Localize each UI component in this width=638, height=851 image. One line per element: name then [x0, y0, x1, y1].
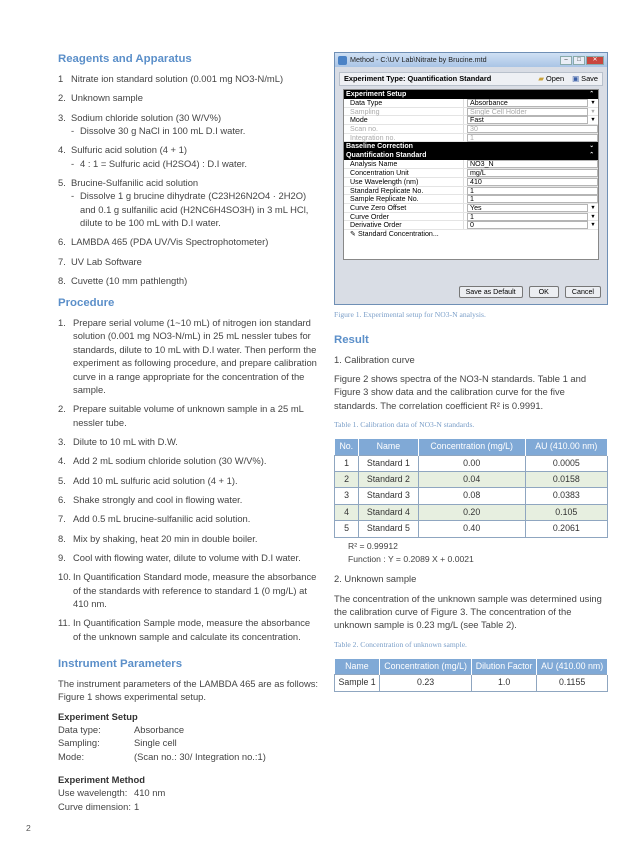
grid-label: Curve Zero Offset — [344, 204, 464, 212]
grid-value-cell — [464, 213, 598, 221]
item-number: 8. — [58, 532, 66, 544]
grid-value[interactable]: 0 — [467, 221, 588, 229]
reagent-item — [58, 235, 320, 248]
grid-row — [344, 116, 598, 125]
grid-value-cell — [464, 134, 598, 142]
param-row — [58, 786, 320, 800]
grid-value[interactable]: 1 — [467, 187, 598, 195]
param-row — [58, 750, 320, 764]
grid-row — [344, 213, 598, 222]
result-paragraph-1: Figure 2 shows spectra of the NO3-N standards. Table 1 and Figure 3 show data and the calibration curve for the five standards. The correlation coefficient R² is 0.9991. — [334, 372, 587, 411]
method-params — [58, 786, 320, 813]
item-label: Shake strongly and cool in flowing water. — [73, 493, 243, 505]
procedure-item — [58, 493, 320, 506]
item-number: 4. — [58, 455, 66, 467]
table-cell: Standard 3 — [359, 488, 419, 504]
table-cell: 0.20 — [418, 504, 525, 520]
param-row — [58, 736, 320, 750]
item-label: Nitrate ion standard solution (0.001 mg NO3-N/mL) — [71, 72, 284, 84]
item-text — [73, 532, 320, 545]
standard-concentration-link: ✎ Standard Concentration... — [350, 229, 439, 238]
param-key: Curve dimension: — [58, 800, 131, 812]
function-note: Function : Y = 0.2089 X + 0.0021 — [348, 554, 474, 565]
grid-value[interactable]: Yes — [467, 204, 588, 212]
grid-value-cell — [464, 204, 598, 212]
grid-value[interactable]: mg/L — [467, 169, 598, 177]
item-label: Add 0.5 mL brucine-sulfanilic acid solution. — [73, 513, 251, 525]
item-text — [71, 111, 320, 138]
param-row — [58, 800, 320, 814]
table-cell: 0.23 — [380, 675, 472, 691]
page-number: 2 — [26, 823, 31, 833]
grid-row — [344, 178, 598, 187]
item-number: 3. — [58, 435, 66, 447]
column-header: No. — [335, 439, 359, 455]
grid-row — [344, 195, 598, 204]
item-number: 5. — [58, 176, 66, 188]
minimize-button[interactable]: – — [560, 56, 572, 65]
grid-label: Analysis Name — [344, 160, 464, 168]
procedure-item — [58, 570, 320, 610]
param-value: 410 nm — [134, 787, 166, 799]
procedure-item — [58, 402, 320, 429]
reagent-item — [58, 111, 320, 138]
grid-value[interactable]: 410 — [467, 178, 598, 186]
grid-value[interactable]: Absorbance — [467, 99, 588, 107]
item-label: Cool with flowing water, dilute to volume with D.I water. — [73, 551, 301, 563]
item-label: In Quantification Standard mode, measure the absorbance of the standards with reference to standard 1 (0 mg/L) at 410 nm. — [73, 571, 317, 609]
reagent-item — [58, 72, 320, 85]
dash: - — [71, 157, 75, 169]
item-text — [71, 72, 320, 85]
column-header: Dilution Factor — [472, 659, 537, 675]
table-cell: 0.00 — [418, 455, 525, 471]
dropdown-arrow-icon[interactable]: ▼ — [590, 100, 596, 106]
item-subtext — [71, 157, 320, 170]
item-label: Cuvette (10 mm pathlength) — [71, 274, 188, 286]
grid-value-cell — [464, 169, 598, 177]
dropdown-arrow-icon[interactable]: ▼ — [590, 222, 596, 229]
param-row — [58, 723, 320, 737]
procedure-item — [58, 532, 320, 545]
setup-params — [58, 723, 320, 764]
item-label: Sulfuric acid solution (4 + 1) — [71, 144, 187, 156]
grid-value: 1 — [467, 134, 598, 142]
item-text — [71, 235, 320, 248]
r2-note: R² = 0.99912 — [348, 540, 398, 551]
maximize-button[interactable]: □ — [573, 56, 585, 65]
item-label: Brucine-Sulfanilic acid solution — [71, 176, 199, 188]
item-text — [71, 91, 320, 104]
method-heading: Experiment Method — [58, 773, 145, 785]
procedure-item — [58, 435, 320, 448]
procedure-item — [58, 551, 320, 564]
table-cell: 3 — [335, 488, 359, 504]
item-text — [71, 143, 320, 170]
grid-row — [344, 169, 598, 178]
item-subtext — [71, 124, 320, 137]
column-header: Concentration (mg/L) — [418, 439, 525, 455]
column-header: Name — [359, 439, 419, 455]
column-header: AU (410.00 nm) — [525, 439, 607, 455]
grid-label: Standard Replicate No. — [344, 187, 464, 195]
right-column — [334, 52, 608, 692]
grid-row — [344, 221, 598, 230]
item-number: 4. — [58, 144, 66, 156]
grid-value[interactable]: 1 — [467, 213, 588, 221]
grid-value: 30 — [467, 125, 598, 133]
left-column — [58, 52, 320, 813]
instrument-intro: The instrument parameters of the LAMBDA 465 are as follows: Figure 1 shows experimental setup. — [58, 677, 319, 703]
item-label: Add 2 mL sodium chloride solution (30 W/V%). — [73, 455, 267, 467]
grid-label: Derivative Order — [344, 221, 464, 229]
dropdown-arrow-icon[interactable]: ▼ — [590, 204, 596, 211]
item-text — [73, 512, 320, 525]
item-number: 7. — [58, 255, 66, 267]
item-text — [71, 274, 320, 287]
item-number: 8. — [58, 274, 66, 286]
table-row — [335, 455, 608, 471]
item-number: 3. — [58, 111, 66, 123]
table-cell: Standard 4 — [359, 504, 419, 520]
param-value: Absorbance — [134, 723, 185, 735]
table-row — [335, 675, 608, 691]
grid-label: Scan no. — [344, 125, 464, 133]
item-number: 10. — [58, 571, 72, 583]
grid-label: Concentration Unit — [344, 169, 464, 177]
reagent-item — [58, 274, 320, 287]
item-number: 5. — [58, 474, 66, 486]
item-text — [73, 493, 320, 506]
save-button[interactable]: ▣ Save — [572, 73, 598, 83]
ok-button[interactable]: OK — [529, 286, 559, 298]
table-row — [335, 521, 608, 537]
table-cell: 0.105 — [525, 504, 607, 520]
param-value: 1 — [134, 800, 140, 812]
param-key: Sampling: — [58, 737, 100, 749]
grid-value[interactable]: 1 — [467, 195, 598, 203]
param-key: Use wavelength: — [58, 787, 128, 799]
folder-icon: ▰ — [538, 73, 544, 83]
grid-row — [344, 204, 598, 213]
save-as-default-button[interactable]: Save as Default — [459, 286, 523, 298]
item-text — [73, 402, 320, 429]
item-text — [73, 616, 320, 643]
setup-heading: Experiment Setup — [58, 710, 138, 722]
section-baseline-correction[interactable]: Baseline Correction ⌄ — [344, 142, 598, 151]
grid-label: Curve Order — [344, 213, 464, 221]
procedure-item — [58, 616, 320, 643]
grid-row — [344, 134, 598, 143]
param-key: Mode: — [58, 751, 85, 763]
item-text — [73, 316, 320, 396]
procedure-item — [58, 316, 320, 396]
figure1-caption: Figure 1. Experimental setup for NO3-N analysis. — [334, 310, 486, 319]
grid-value: Single Cell Holder — [467, 108, 588, 116]
table-cell: Standard 1 — [359, 455, 419, 471]
grid-value-cell — [464, 221, 598, 229]
item-text — [73, 474, 320, 487]
pencil-icon: ✎ — [350, 229, 356, 238]
table-cell: 0.1155 — [537, 675, 608, 691]
table-cell: 1.0 — [472, 675, 537, 691]
item-label: Sodium chloride solution (30 W/V%) — [71, 111, 222, 123]
table-cell: Standard 2 — [359, 472, 419, 488]
item-number: 6. — [58, 493, 66, 505]
column-header: Concentration (mg/L) — [380, 659, 472, 675]
procedure-item — [58, 454, 320, 467]
grid-value-cell — [464, 187, 598, 195]
param-value: Single cell — [134, 737, 177, 749]
close-button[interactable]: ✕ — [586, 56, 604, 65]
grid-value[interactable]: Fast — [467, 116, 588, 124]
unknown-table — [334, 659, 608, 692]
calibration-table — [334, 439, 608, 538]
experiment-type: Experiment Type: Quantification Standard — [344, 73, 492, 83]
procedure-heading: Procedure — [58, 297, 115, 310]
table-cell: 0.0158 — [525, 472, 607, 488]
table-cell: Standard 5 — [359, 521, 419, 537]
table-cell: 0.0005 — [525, 455, 607, 471]
reagent-item — [58, 255, 320, 268]
item-label: Dilute to 10 mL with D.W. — [73, 435, 178, 447]
dialog-title: Method - C:\UV Lab\Nitrate by Brucine.mtd — [350, 54, 487, 64]
param-value: (Scan no.: 30/ Integration no.:1) — [134, 751, 266, 763]
table2-caption: Table 2. Concentration of unknown sample. — [334, 639, 467, 649]
result-heading: Result — [334, 333, 369, 346]
grid-value-cell — [464, 125, 598, 133]
procedure-item — [58, 512, 320, 525]
dropdown-arrow-icon[interactable]: ▼ — [590, 117, 596, 124]
app-icon — [338, 56, 347, 65]
section-quantification-standard[interactable]: Quantification Standard ⌃ — [344, 151, 598, 160]
unknown-subheading: 2. Unknown sample — [334, 573, 417, 585]
item-text — [73, 570, 320, 610]
cancel-button[interactable]: Cancel — [565, 286, 601, 298]
open-button[interactable]: ▰ Open — [538, 73, 565, 83]
reagents-list — [58, 72, 320, 287]
item-subtext — [71, 189, 320, 229]
section-experiment-setup[interactable]: Experiment Setup ⌃ — [344, 90, 598, 99]
param-key: Data type: — [58, 723, 101, 735]
grid-value-cell — [464, 108, 598, 116]
table-cell: Sample 1 — [335, 675, 380, 691]
column-header: Name — [335, 659, 380, 675]
grid-row — [344, 108, 598, 117]
column-header: AU (410.00 nm) — [537, 659, 608, 675]
procedure-item — [58, 474, 320, 487]
grid-value-cell — [464, 195, 598, 203]
item-text — [73, 551, 320, 564]
item-number: 2. — [58, 403, 66, 415]
reagent-item — [58, 91, 320, 104]
table-row — [335, 504, 608, 520]
item-number: 2. — [58, 92, 66, 104]
grid-value-cell — [464, 99, 598, 107]
table-cell: 0.0383 — [525, 488, 607, 504]
item-number: 11. — [58, 617, 71, 629]
table-row — [335, 472, 608, 488]
dropdown-arrow-icon[interactable]: ▼ — [590, 213, 596, 220]
item-label: UV Lab Software — [71, 255, 142, 267]
item-label: LAMBDA 465 (PDA UV/Vis Spectrophotometer) — [71, 236, 269, 248]
item-number: 1. — [58, 317, 66, 329]
grid-label: Sample Replicate No. — [344, 195, 464, 203]
reagents-heading: Reagents and Apparatus — [58, 53, 192, 65]
table-cell: 5 — [335, 521, 359, 537]
instrument-heading: Instrument Parameters — [58, 658, 183, 670]
table1-caption: Table 1. Calibration data of NO3-N standards. — [334, 419, 475, 429]
procedure-list — [58, 316, 320, 643]
property-grid — [343, 89, 599, 260]
item-number: 1 — [58, 72, 64, 84]
table-cell: 4 — [335, 504, 359, 520]
grid-row — [344, 160, 598, 169]
subtext: 4 : 1 = Sulfuric acid (H2SO4) : D.I water. — [80, 157, 247, 169]
grid-row — [344, 125, 598, 134]
item-label: Mix by shaking, heat 20 min in double boiler. — [73, 532, 258, 544]
dialog-titlebar — [335, 53, 607, 67]
table-cell: 0.40 — [418, 521, 525, 537]
disk-icon: ▣ — [572, 73, 580, 83]
item-label: Prepare serial volume (1~10 mL) of nitrogen ion standard solution (0.001 mg NO3-N/mL) in 25 mL nessler tubes for standards, dilute to 10 mL with D.I water. Then perform the experiment as following procedure, and prepare calibration curve in a range appropriate for the concentration of the sample. — [73, 317, 317, 395]
dash: - — [71, 124, 75, 136]
item-number: 9. — [58, 551, 66, 563]
grid-label: Data Type — [344, 99, 464, 107]
grid-label: Mode — [344, 116, 464, 124]
grid-label: Integration no. — [344, 134, 464, 142]
table-cell: 2 — [335, 472, 359, 488]
grid-value-cell — [464, 116, 598, 124]
item-number: 6. — [58, 236, 66, 248]
grid-row — [344, 99, 598, 108]
result-paragraph-2: The concentration of the unknown sample was determined using the calibration curve of Figure 3. The concentration of the unknown sample is 0.23 mg/L (see Table 2). — [334, 592, 602, 631]
method-dialog — [334, 52, 608, 305]
item-label: Unknown sample — [71, 92, 143, 104]
item-label: Prepare suitable volume of unknown sample in a 25 mL nessler tube. — [73, 403, 304, 428]
reagent-item — [58, 143, 320, 170]
grid-label: Use Wavelength (nm) — [344, 178, 464, 186]
item-text — [71, 176, 320, 229]
experiment-type-bar — [339, 72, 603, 86]
standard-concentration-row[interactable] — [344, 230, 598, 239]
grid-label: Sampling — [344, 108, 464, 116]
table-cell: 1 — [335, 455, 359, 471]
subtext: Dissolve 30 g NaCl in 100 mL D.I water. — [80, 124, 246, 136]
item-text — [73, 435, 320, 448]
grid-row — [344, 187, 598, 196]
table-cell: 0.08 — [418, 488, 525, 504]
item-label: Add 10 mL sulfuric acid solution (4 + 1). — [73, 474, 238, 486]
reagent-item — [58, 176, 320, 229]
item-text — [71, 255, 320, 268]
subtext: Dissolve 1 g brucine dihydrate (C23H26N2O4 · 2H2O) and 0.1 g sulfanilic acid (H2NC6H4SO3H) in 3 mL HCl, dilute to be 100 mL with D.I water. — [80, 190, 309, 228]
grid-value[interactable]: NO3_N — [467, 160, 598, 168]
calibration-subheading: 1. Calibration curve — [334, 353, 415, 365]
grid-value-cell — [464, 178, 598, 186]
item-label: In Quantification Sample mode, measure the absorbance of the unknown sample and calculate its concentration. — [73, 617, 311, 642]
dropdown-arrow-icon: ▼ — [590, 108, 596, 115]
item-text — [73, 454, 320, 467]
dash: - — [71, 190, 75, 202]
table-cell: 0.2061 — [525, 521, 607, 537]
item-number: 7. — [58, 513, 66, 525]
table-row — [335, 488, 608, 504]
table-cell: 0.04 — [418, 472, 525, 488]
grid-value-cell — [464, 160, 598, 168]
